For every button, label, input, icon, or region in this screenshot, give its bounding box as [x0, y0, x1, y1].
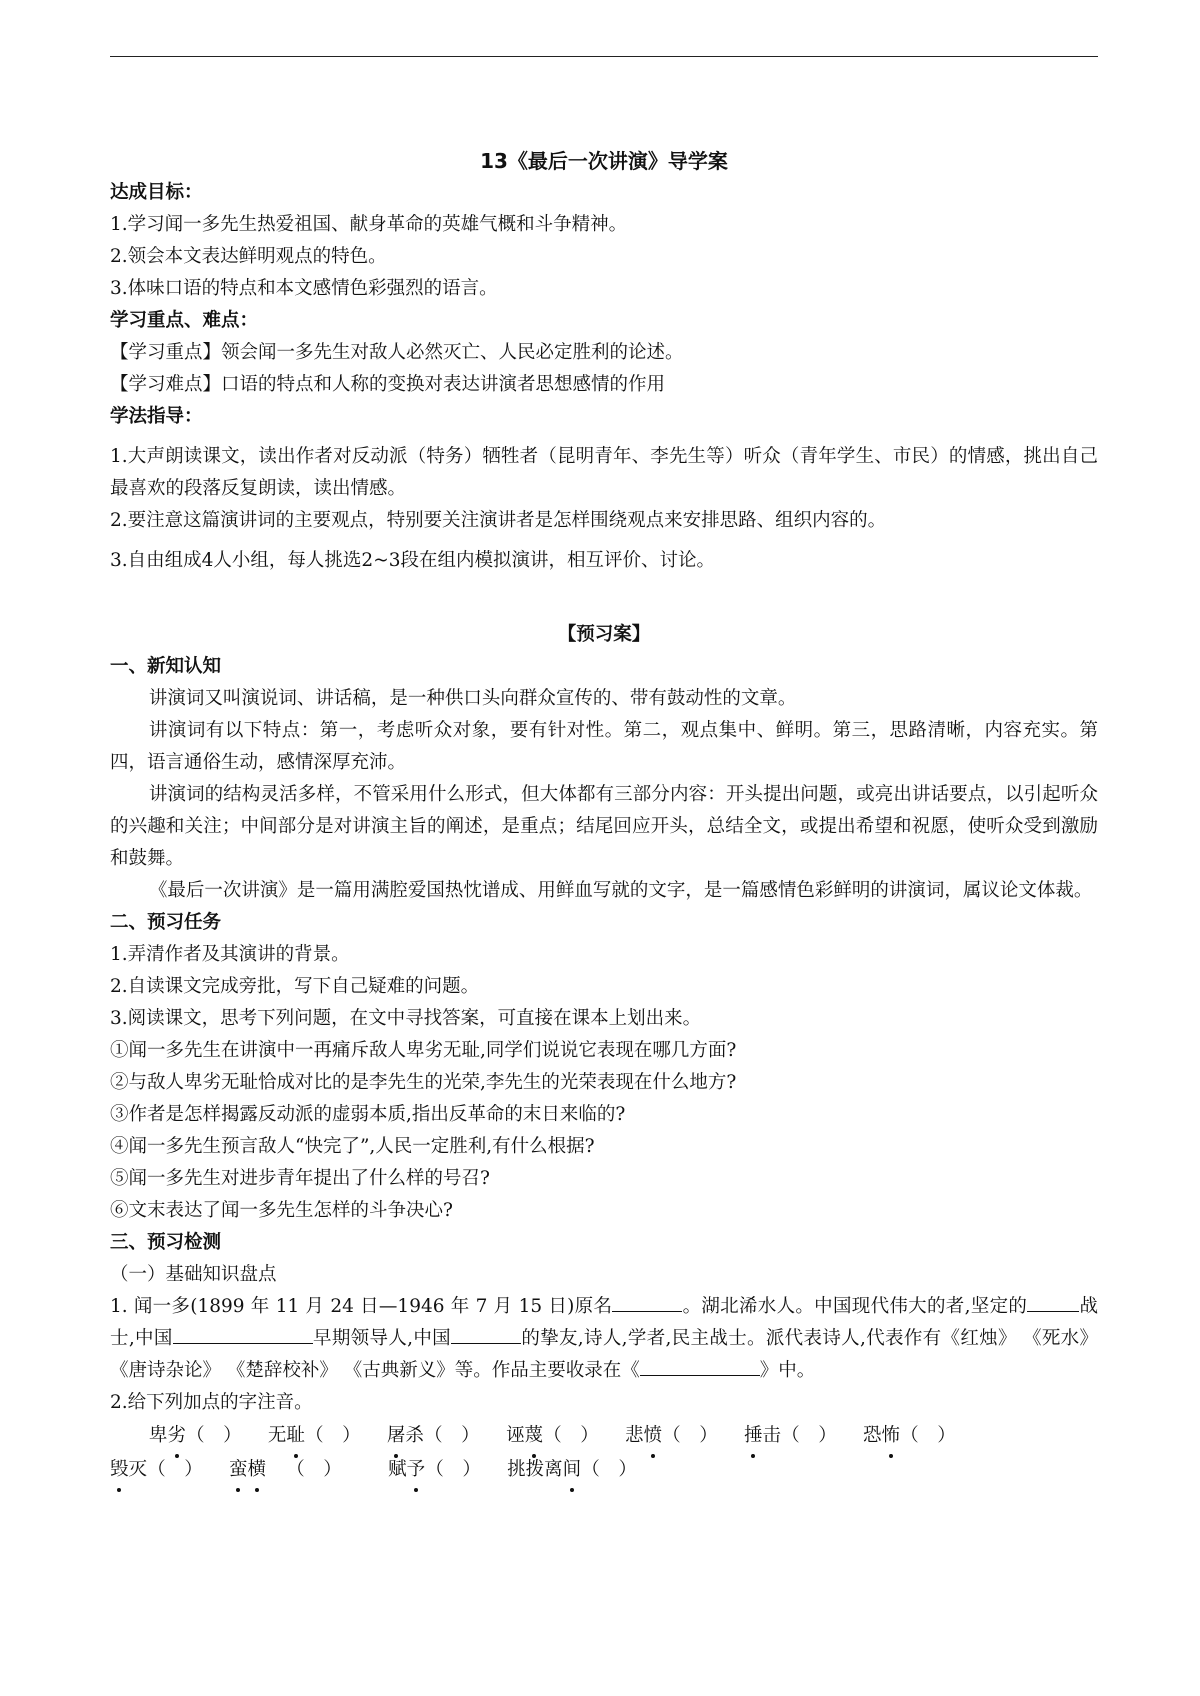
objective-item: 1.学习闻一多先生热爱祖国、献身革命的英雄气概和斗争精神。 [110, 214, 628, 235]
task-item: 2.自读课文完成旁批，写下自己疑难的问题。 [110, 976, 480, 997]
key-point-item: 【学习难点】口语的特点和人称的变换对表达讲演者思想感情的作用 [110, 374, 666, 395]
pinyin-word [506, 1425, 599, 1446]
dotted-word: 毁灭 [110, 1459, 147, 1480]
task-item: 3.阅读课文，思考下列问题，在文中寻找答案，可直接在课本上划出来。 [110, 1008, 702, 1029]
dotted-word: 蛮横 [229, 1459, 266, 1480]
method-heading: 学法指导： [110, 406, 203, 427]
pinyin-word-list [110, 1419, 1098, 1487]
preview-heading: 【预习案】 [557, 624, 651, 645]
dotted-word: 无耻 [268, 1425, 305, 1446]
answer-blank[interactable] [173, 1325, 313, 1344]
pinyin-word [110, 1459, 203, 1480]
pinyin-word [507, 1459, 637, 1480]
answer-paren[interactable]: （ ） [662, 1425, 718, 1446]
method-item: 2.要注意这篇演讲词的主要观点，特别要关注演讲者是怎样围绕观点来安排思路、组织内容的。 [110, 510, 887, 531]
question-text: 》中。 [759, 1360, 816, 1381]
dotted-word: 屠杀 [387, 1425, 424, 1446]
header-rule [110, 56, 1098, 57]
answer-paren[interactable]: （ ） [781, 1425, 837, 1446]
question-item: ⑥文末表达了闻一多先生怎样的斗争决心? [110, 1200, 453, 1221]
fill-blank-question [110, 1291, 1098, 1387]
answer-blank[interactable] [1027, 1293, 1079, 1312]
pinyin-word [387, 1425, 480, 1446]
key-points-heading: 学习重点、难点： [110, 310, 259, 331]
question-text: 。湖北浠水人。中国现代伟大的 [682, 1296, 946, 1317]
question-text: 者,坚定的 [945, 1296, 1028, 1317]
objective-item: 2.领会本文表达鲜明观点的特色。 [110, 246, 387, 267]
question-text: 的挚友,诗人,学者,民主战士。 [521, 1328, 766, 1349]
task-item: 1.弄清作者及其演讲的背景。 [110, 944, 350, 965]
answer-paren[interactable]: （ ） [186, 1425, 242, 1446]
intro-paragraph: 讲演词又叫演说词、讲话稿，是一种供口头向群众宣传的、带有鼓动性的文章。 [148, 688, 797, 709]
objective-item: 3.体味口语的特点和本文感情色彩强烈的语言。 [110, 278, 498, 299]
answer-paren[interactable]: （ ） [147, 1459, 203, 1480]
question-text: 早期领导人,中国 [312, 1328, 451, 1349]
question-text: 1. 闻一多(1899 年 11 月 24 日—1946 年 7 月 15 日)原名 [110, 1296, 613, 1317]
question-item: ③作者是怎样揭露反动派的虚弱本质,指出反革命的末日来临的? [110, 1104, 626, 1125]
question-text: 战士,中国 [110, 1296, 1098, 1349]
dotted-word: 恐怖 [863, 1425, 900, 1446]
pinyin-word [229, 1459, 362, 1480]
pinyin-word [149, 1425, 242, 1446]
question-text: 派代表诗人,代表作有《红烛》 《死水》 《唐诗杂论》 《楚辞校补》 《古典新义》等。作品主要收录在《 [110, 1328, 1098, 1381]
pinyin-word [625, 1425, 718, 1446]
pinyin-word [863, 1425, 956, 1446]
sub-heading: （一）基础知识盘点 [110, 1264, 277, 1285]
pinyin-word [268, 1425, 361, 1446]
dotted-word: 捶击 [744, 1425, 781, 1446]
answer-paren[interactable]: （ ） [581, 1459, 637, 1480]
dotted-word: 挑拨离间 [507, 1459, 581, 1480]
answer-paren[interactable]: （ ） [543, 1425, 599, 1446]
answer-paren[interactable]: （ ） [900, 1425, 956, 1446]
pinyin-prompt: 2.给下列加点的字注音。 [110, 1392, 313, 1413]
page-title: 13《最后一次讲演》导学案 [480, 149, 728, 173]
section3-heading: 三、预习检测 [110, 1232, 222, 1253]
dotted-word: 悲愤 [625, 1425, 662, 1446]
dotted-word: 卑劣 [149, 1425, 186, 1446]
answer-paren[interactable]: （ ） [286, 1459, 342, 1480]
question-item: ②与敌人卑劣无耻恰成对比的是李先生的光荣,李先生的光荣表现在什么地方? [110, 1072, 737, 1093]
section2-heading: 二、预习任务 [110, 912, 222, 933]
section1-heading: 一、新知认知 [110, 656, 222, 677]
dotted-word: 诬蔑 [506, 1425, 543, 1446]
answer-paren[interactable]: （ ） [424, 1425, 480, 1446]
answer-blank[interactable] [640, 1357, 760, 1376]
answer-paren[interactable]: （ ） [425, 1459, 481, 1480]
question-item: ①闻一多先生在讲演中一再痛斥敌人卑劣无耻,同学们说说它表现在哪几方面? [110, 1040, 737, 1061]
method-item: 1.大声朗读课文，读出作者对反动派（特务）牺牲者（昆明青年、李先生等）听众（青年学生、市民）的情感，挑出自己最喜欢的段落反复朗读，读出情感。 [110, 446, 1098, 499]
dotted-word: 赋予 [388, 1459, 425, 1480]
intro-paragraph: 讲演词的结构灵活多样，不管采用什么形式，但大体都有三部分内容：开头提出问题，或亮出讲话要点，以引起听众的兴趣和关注；中间部分是对讲演主旨的阐述，是重点；结尾回应开头，总结全文，或提出希望和祝愿，使听众受到激励和鼓舞。 [110, 784, 1098, 869]
document-body [110, 145, 1098, 1487]
pinyin-word [388, 1459, 481, 1480]
question-item: ⑤闻一多先生对进步青年提出了什么样的号召? [110, 1168, 490, 1189]
objectives-heading: 达成目标： [110, 182, 203, 203]
pinyin-word [744, 1425, 837, 1446]
answer-blank[interactable] [451, 1325, 521, 1344]
key-point-item: 【学习重点】领会闻一多先生对敌人必然灭亡、人民必定胜利的论述。 [110, 342, 684, 363]
answer-blank[interactable] [612, 1293, 682, 1312]
intro-paragraph: 《最后一次讲演》是一篇用满腔爱国热忱谱成、用鲜血写就的文字，是一篇感情色彩鲜明的讲演词，属议论文体裁。 [148, 880, 1093, 901]
question-item: ④闻一多先生预言敌人“快完了”,人民一定胜利,有什么根据? [110, 1136, 595, 1157]
method-item: 3.自由组成4人小组，每人挑选2~3段在组内模拟演讲，相互评价、讨论。 [110, 550, 715, 571]
intro-paragraph: 讲演词有以下特点：第一，考虑听众对象，要有针对性。第二，观点集中、鲜明。第三，思路清晰，内容充实。第四，语言通俗生动，感情深厚充沛。 [110, 720, 1098, 773]
answer-paren[interactable]: （ ） [305, 1425, 361, 1446]
